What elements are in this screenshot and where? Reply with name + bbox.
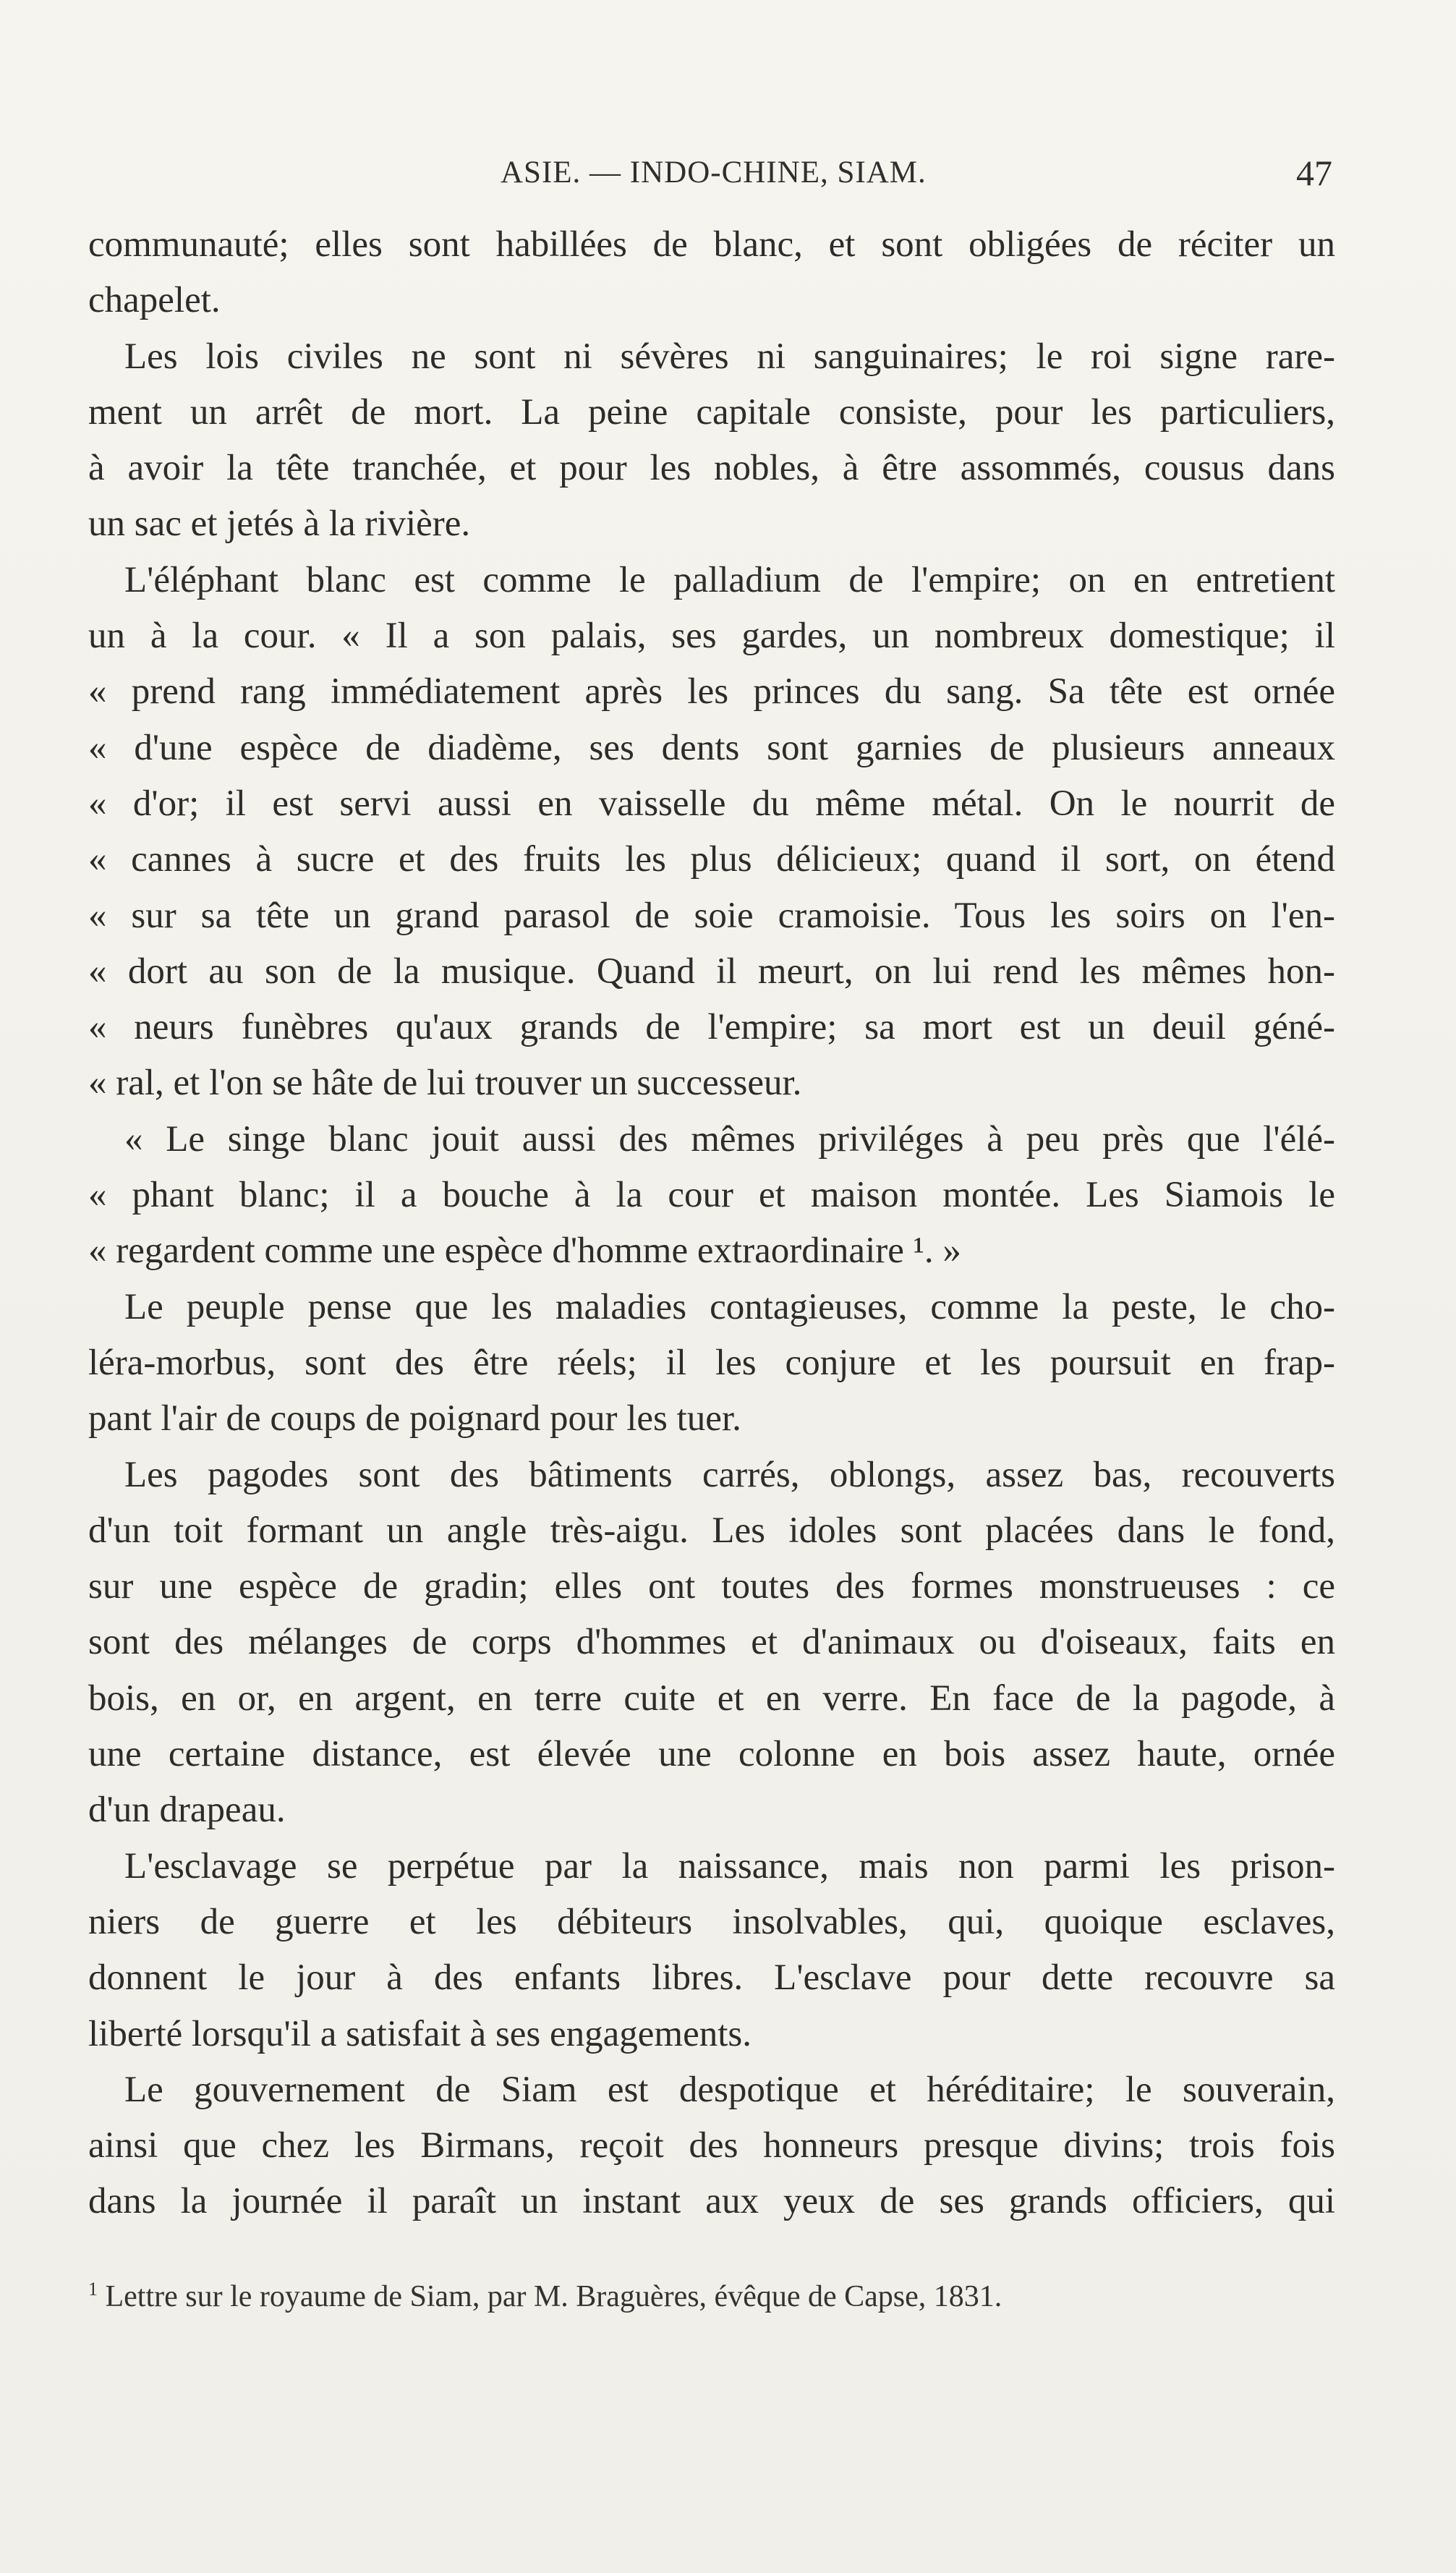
footnote-text: Lettre sur le royaume de Siam, par M. Braguères, évêque de Capse, 1831. xyxy=(105,2280,1002,2313)
text-line: d'un drapeau. xyxy=(88,1790,286,1831)
text-line: Le peuple pense que les maladies contagieuses, comme la peste, le cho- xyxy=(124,1286,1335,1327)
text-line: un sac et jetés à la rivière. xyxy=(88,503,471,545)
text-line: chapelet. xyxy=(88,280,221,321)
text-line: sur une espèce de gradin; elles ont toutes des formes monstrueuses : ce xyxy=(88,1566,1335,1607)
text-line: léra-morbus, sont des être réels; il les conjure et les poursuit en frap- xyxy=(88,1342,1335,1383)
text-line: communauté; elles sont habillées de blanc, et sont obligées de réciter un xyxy=(88,224,1335,265)
text-line: bois, en or, en argent, en terre cuite et en verre. En face de la pagode, à xyxy=(88,1677,1335,1719)
text-line: pant l'air de coups de poignard pour les tuer. xyxy=(88,1398,741,1439)
text-line: « cannes à sucre et des fruits les plus délicieux; quand il sort, on étend xyxy=(88,839,1335,880)
running-head: ASIE. — INDO-CHINE, SIAM. xyxy=(501,156,927,190)
text-line: Les lois civiles ne sont ni sévères ni sanguinaires; le roi signe rare- xyxy=(124,336,1335,377)
text-line: Les pagodes sont des bâtiments carrés, oblongs, assez bas, recouverts xyxy=(124,1454,1335,1495)
footnote xyxy=(88,2279,1002,2314)
page-number: 47 xyxy=(1296,153,1332,193)
text-line: niers de guerre et les débiteurs insolvables, qui, quoique esclaves, xyxy=(88,1901,1335,1942)
text-line: d'un toit formant un angle très-aigu. Les idoles sont placées dans le fond, xyxy=(88,1510,1335,1551)
page-header xyxy=(0,152,1456,195)
text-line: ainsi que chez les Birmans, reçoit des honneurs presque divins; trois fois xyxy=(88,2125,1335,2166)
footnote-marker: 1 xyxy=(88,2279,98,2300)
text-line: « regardent comme une espèce d'homme extraordinaire ¹. » xyxy=(88,1230,961,1272)
text-line: « sur sa tête un grand parasol de soie cramoisie. Tous les soirs on l'en- xyxy=(88,895,1335,936)
text-line: « dort au son de la musique. Quand il meurt, on lui rend les mêmes hon- xyxy=(88,950,1335,992)
text-line: « d'une espèce de diadème, ses dents sont garnies de plusieurs anneaux xyxy=(88,727,1335,768)
text-line: « ral, et l'on se hâte de lui trouver un successeur. xyxy=(88,1063,802,1104)
text-line: dans la journée il paraît un instant aux yeux de ses grands officiers, qui xyxy=(88,2181,1335,2222)
text-line: « prend rang immédiatement après les princes du sang. Sa tête est ornée xyxy=(88,671,1335,713)
text-line: à avoir la tête tranchée, et pour les nobles, à être assommés, cousus dans xyxy=(88,448,1335,489)
text-line: « neurs funèbres qu'aux grands de l'empire; sa mort est un deuil géné- xyxy=(88,1007,1335,1048)
text-line: donnent le jour à des enfants libres. L'esclave pour dette recouvre sa xyxy=(88,1957,1335,1999)
text-line: Le gouvernement de Siam est despotique et héréditaire; le souverain, xyxy=(124,2069,1335,2110)
body-text xyxy=(88,217,1335,2230)
text-line: « d'or; il est servi aussi en vaisselle du même métal. On le nourrit de xyxy=(88,783,1335,824)
text-line: une certaine distance, est élevée une colonne en bois assez haute, ornée xyxy=(88,1734,1335,1775)
text-line: L'éléphant blanc est comme le palladium de l'empire; on en entretient xyxy=(124,559,1335,600)
text-line: « phant blanc; il a bouche à la cour et maison montée. Les Siamois le xyxy=(88,1175,1335,1216)
text-line: L'esclavage se perpétue par la naissance, mais non parmi les prison- xyxy=(124,1845,1335,1887)
text-line: sont des mélanges de corps d'hommes et d'animaux ou d'oiseaux, faits en xyxy=(88,1622,1335,1663)
text-line: « Le singe blanc jouit aussi des mêmes priviléges à peu près que l'élé- xyxy=(124,1118,1335,1160)
text-line: ment un arrêt de mort. La peine capitale consiste, pour les particuliers, xyxy=(88,391,1335,433)
text-line: un à la cour. « Il a son palais, ses gardes, un nombreux domestique; il xyxy=(88,616,1335,657)
text-line: liberté lorsqu'il a satisfait à ses engagements. xyxy=(88,2013,752,2054)
